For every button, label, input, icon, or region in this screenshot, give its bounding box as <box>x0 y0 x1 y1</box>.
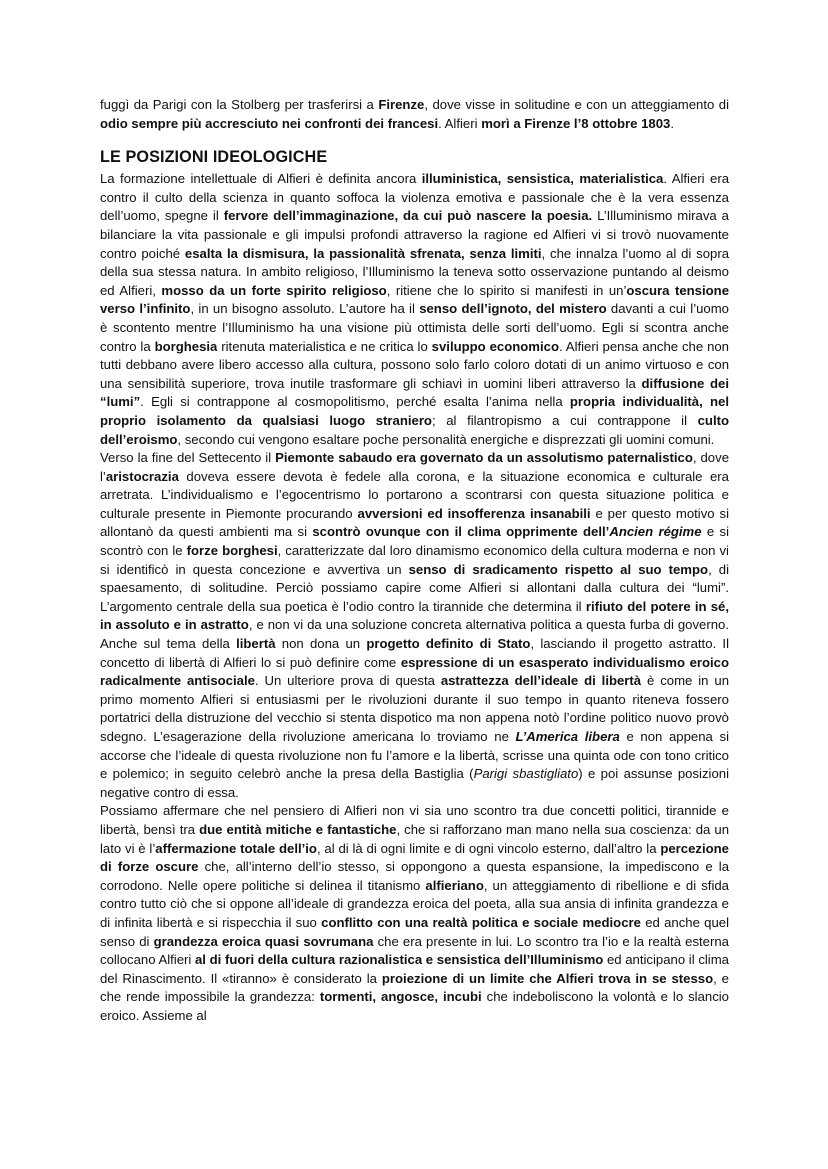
bold-run: progetto definito di Stato <box>366 636 531 652</box>
text-run: doveva essere devota è fedele alla corona, e la situazione economica e culturale era arretrata. L’individualismo e l’egocentrismo lo portarono a scontrarsi con questa situazione politica e culturale presente in Piemonte procurando <box>100 468 729 521</box>
text-run: , caratterizzate dal loro dinamismo economico della cultura moderna e non vi si identificò in questa concezione e avvertiva un <box>100 543 729 577</box>
bold-run: propria individualità, nel proprio isolamento da qualsiasi luogo straniero <box>100 394 729 428</box>
text-run: fuggì da Parigi con la Stolberg per trasferirsi a <box>100 97 379 112</box>
text-run: che indeboliscono la volontà e lo slancio eroico. Assieme al <box>100 989 729 1023</box>
bold-run: avversioni ed insofferenza insanabili <box>357 505 591 521</box>
text-run: che, all’interno dell’io stesso, si oppongono a questa espansione, la impediscono e la corrodono. Nelle opere politiche si delinea il titanismo <box>100 859 729 893</box>
bold-run: morì a Firenze l’8 ottobre 1803 <box>481 115 671 131</box>
bold-run: percezione di forze oscure <box>100 840 729 875</box>
text-run: Verso la fine del Settecento il <box>100 450 276 466</box>
bold-run: borghesia <box>154 338 218 354</box>
text-run: , e non vi da una soluzione concreta alternativa politica a questa furba di governo. Anche sul tema della <box>100 617 729 652</box>
bold-run: odio sempre più accresciuto nei confronti dei francesi <box>100 115 439 131</box>
bold-run: fervore dell’immaginazione, da cui può nascere la poesia. <box>223 208 593 224</box>
italic-run: Parigi sbastigliato <box>473 766 579 782</box>
bold-run: diffusione dei “lumi” <box>100 375 729 410</box>
text-run: ed anche quel senso di <box>100 914 729 949</box>
bold-run: grandezza eroica quasi sovrumana <box>153 933 374 949</box>
bold-run: due entità mitiche e fantastiche <box>199 821 397 837</box>
text-run: ritenuta materialistica e ne critica lo <box>217 338 432 354</box>
text-run: non dona un <box>275 636 367 652</box>
text-run: , dove visse in solitudine e con un atteggiamento di <box>424 97 729 112</box>
bold-run: esalta la dismisura, la passionalità sfrenata, senza limiti <box>184 245 542 261</box>
bold-run: Firenze <box>378 97 425 112</box>
paragraph-piemonte <box>100 449 729 802</box>
text-run: . Alfieri era contro il culto della scienza in quanto soffoca la violenza emotiva e passionale che è la vera essenza dell’uomo, spegne il <box>100 171 729 224</box>
text-run: , lasciando il progetto astratto. Il concetto di libertà di Alfieri lo si può definire come <box>100 636 729 670</box>
bold-run: affermazione totale dell’io <box>155 840 317 856</box>
paragraph-formazione <box>100 170 729 449</box>
text-run: ed anticipano il clima del Rinascimento. Il «tiranno» è considerato la <box>100 952 729 986</box>
document-page <box>100 96 729 1026</box>
bold-run: libertà <box>236 636 276 652</box>
text-run: , un atteggiamento di ribellione e di sfida contro tutto ciò che si oppone all’ideale di grandezza eroica del poeta, alla sua ansia di infinita grandezza e di infinita libertà e si rispecchia il suo <box>100 877 729 930</box>
bold-run: senso di sradicamento rispetto al suo tempo <box>408 561 709 577</box>
bold-run: astrattezza dell’ideale di libertà <box>440 673 642 689</box>
text-run: che era presente in lui. Lo scontro tra l’io e la realtà esterna collocano Alfieri <box>100 933 729 968</box>
text-run: . Alfieri pensa anche che non tutti debbano avere libero accesso alla cultura, possono solo farlo coloro dotati di un animo virtuoso e con una sensibilità superiore, trova inutile trasformare gli schiavi in uomini liberi attraverso la <box>100 338 729 391</box>
bold-italic-run: Ancien régime <box>609 524 702 540</box>
bold-run: espressione di un esasperato individualismo eroico radicalmente antisociale <box>100 654 729 689</box>
bold-run: rifiuto del potere in sé, in assoluto e in astratto <box>100 598 730 633</box>
text-run: Possiamo affermare che nel pensiero di Alfieri non vi sia uno scontro tra due concetti politici, tirannide e libertà, bensì tra <box>100 803 729 837</box>
bold-run: aristocrazia <box>105 468 179 484</box>
text-run: ) e poi assunse posizioni negative contro di essa. <box>100 766 729 800</box>
bold-run: senso dell’ignoto, del mistero <box>419 301 607 317</box>
bold-run: sviluppo economico <box>431 338 559 354</box>
text-run: , in un bisogno assoluto. L’autore ha il <box>190 301 420 317</box>
text-run: ; al filantropismo a cui contrappone il <box>431 412 698 428</box>
bold-italic-run: L’America libera <box>515 729 620 744</box>
bold-run: alfieriano <box>425 877 484 893</box>
text-run: La formazione intellettuale di Alfieri è definita ancora <box>100 171 422 187</box>
text-run: davanti a cui l’uomo è scontento mentre l’Illuminismo ha una visione più ottimista delle sorti dell’uomo. Egli si scontra anche contro la <box>100 301 729 354</box>
text-run: , dove l’ <box>100 450 729 484</box>
text-run: e non appena si accorse che l’ideale di questa rivoluzione non fu l’amore e la libertà, scrisse una quinta ode con tono critico e polemico; in seguito celebrò anche la presa della Bastiglia ( <box>100 729 729 782</box>
text-run: . Un ulteriore prova di questa <box>254 673 441 689</box>
bold-run: forze borghesi <box>186 543 278 559</box>
text-run: , e che rende impossibile la grandezza: <box>100 970 729 1005</box>
text-run: L’Illuminismo mirava a bilanciare la vita passionale e gli impulsi profondi attraverso la ragione ed Alfieri vi si trovò nuovamente contro poiché <box>100 208 729 261</box>
bold-run: illuministica, sensistica, materialistica <box>421 171 664 187</box>
text-run: . <box>670 115 674 131</box>
text-run: , secondo cui vengono esaltare poche personalità energiche e disprezzati gli uomini comuni. <box>177 431 715 447</box>
text-run: , al di là di ogni limite e di ogni vincolo esterno, dall’altro la <box>316 840 661 856</box>
bold-run: mosso da un forte spirito religioso <box>161 282 387 298</box>
section-title: LE POSIZIONI IDEOLOGICHE <box>100 148 328 167</box>
text-run: . Alfieri <box>438 115 482 131</box>
bold-run: tormenti, angosce, incubi <box>319 989 482 1005</box>
intro-paragraph <box>100 96 729 133</box>
bold-run: conflitto con una realtà politica e sociale mediocre <box>321 914 641 930</box>
text-run: è come in un primo momento Alfieri si entusiasmi per le rivoluzioni durante il suo tempo in quanto riteneva fossero portatrici della distruzione del vecchio si stenta dispotico ma non appena notò l’ordine politico nuovo provò sdegno. L’esagerazione della rivoluzione americana lo troviamo ne <box>100 673 730 744</box>
bold-run: scontrò ovunque con il clima opprimente dell’ <box>312 524 610 540</box>
text-run: . Egli si contrappone al cosmopolitismo, perché esalta l’anima nella <box>140 394 570 410</box>
text-run: , ritiene che lo spirito si manifesti in un’ <box>386 282 627 298</box>
bold-run: al di fuori della cultura razionalistica e sensistica dell’Illuminismo <box>194 952 604 968</box>
text-run: , che innalza l’uomo al di sopra della sua stessa natura. In ambito religioso, l’Illuminismo la teneva sotto osservazione puntando al deismo ed Alfieri, <box>100 245 730 298</box>
bold-run: Piemonte sabaudo era governato da un assolutismo paternalistico <box>275 450 693 466</box>
paragraph-titanismo <box>100 802 729 1025</box>
bold-run: proiezione di un limite che Alfieri trova in se stesso <box>381 970 714 986</box>
text-run: , di spaesamento, di solitudine. Perciò possiamo capire come Alfieri si allontani dalla cultura dei “lumi”. L’argomento centrale della sua poetica è l’odio contro la tirannide che determina il <box>100 561 730 614</box>
text-run: e si scontrò con le <box>100 524 729 559</box>
text-run: , che si rafforzano man mano nella sua coscienza: da un lato vi è l’ <box>100 821 730 856</box>
bold-run: culto dell’eroismo <box>100 412 729 447</box>
text-run: e per questo motivo si allontanò da questi ambienti ma si <box>100 505 729 540</box>
bold-run: oscura tensione verso l’infinito <box>100 282 730 317</box>
